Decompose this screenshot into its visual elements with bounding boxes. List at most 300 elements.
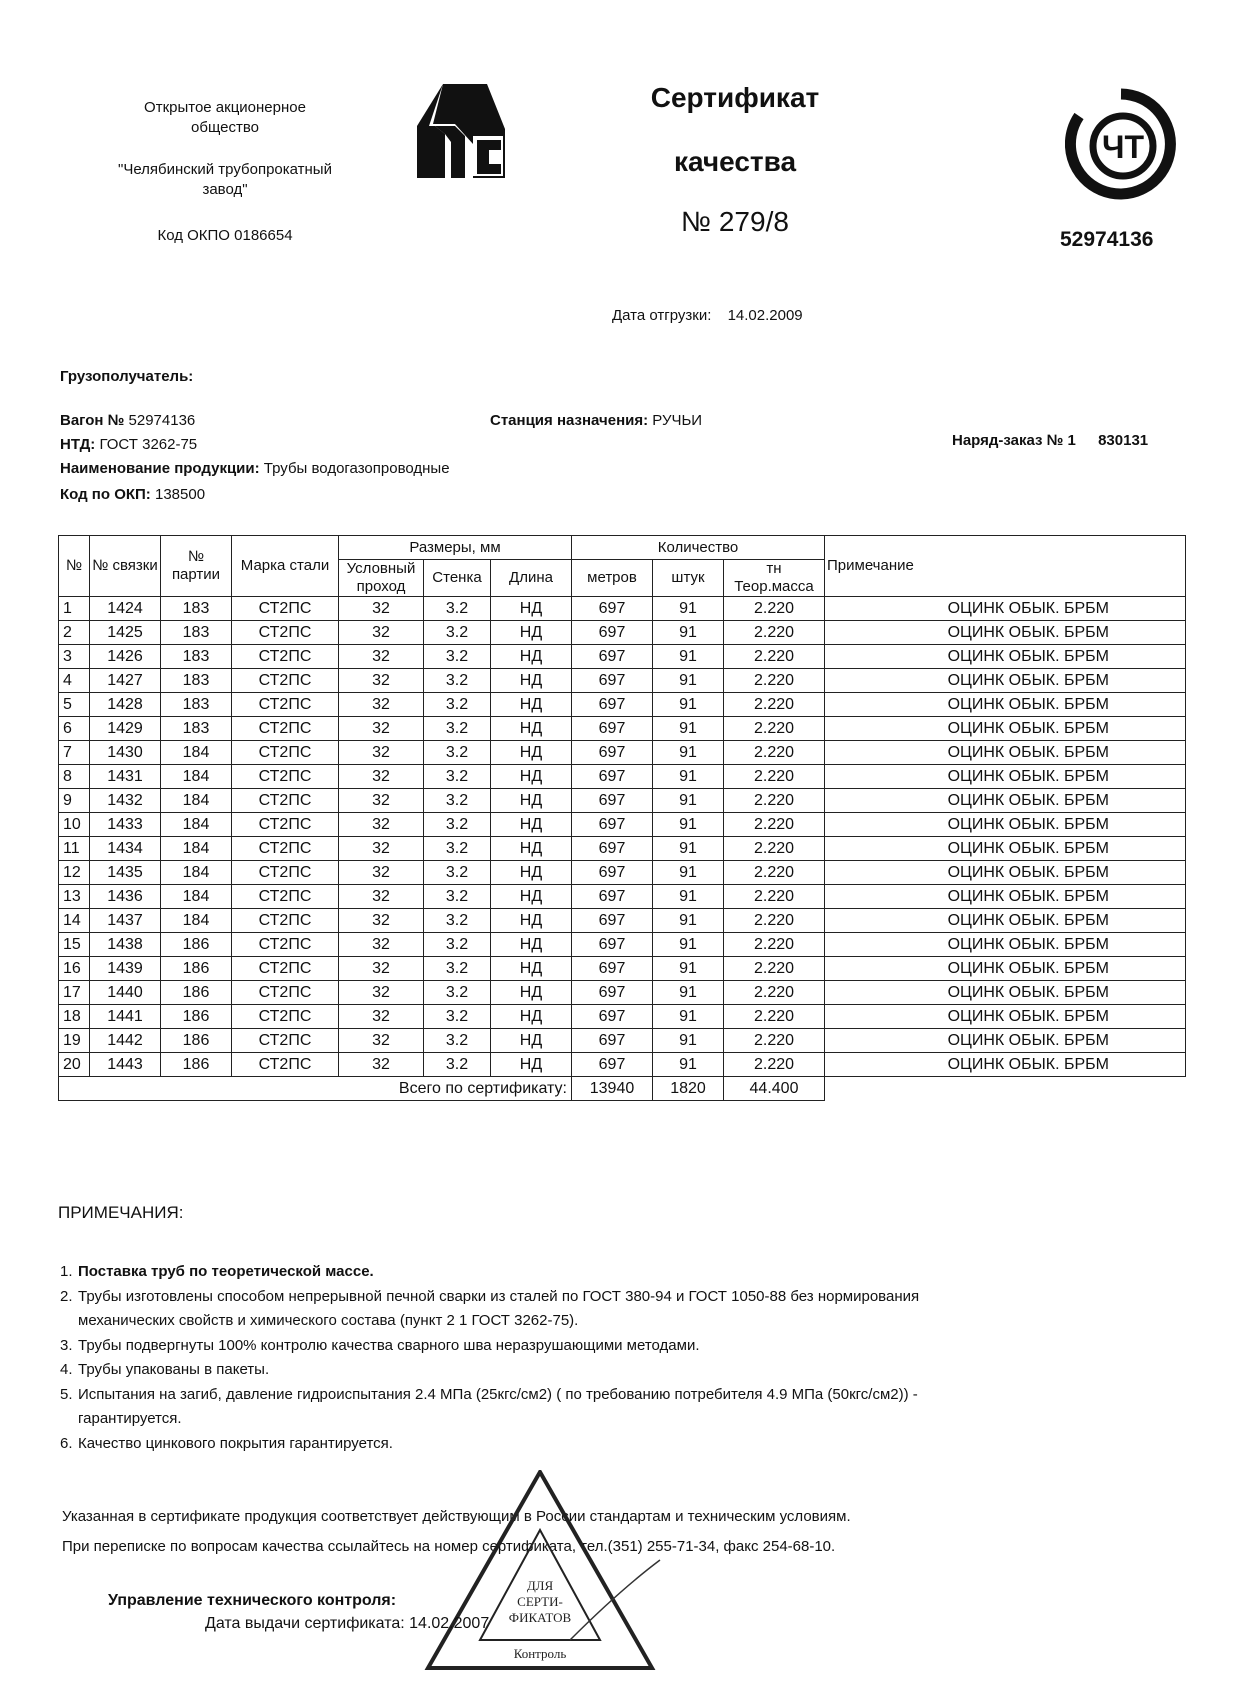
cell-steel: СТ2ПС bbox=[232, 1005, 339, 1029]
cell-n: 3 bbox=[59, 645, 90, 669]
cell-nominal: 32 bbox=[339, 837, 424, 861]
cell-note: ОЦИНК ОБЫК. БРБМ bbox=[825, 621, 1186, 645]
note-item bbox=[60, 1432, 1120, 1457]
cell-length: НД bbox=[491, 861, 572, 885]
cell-bundle: 1427 bbox=[90, 669, 161, 693]
table-row bbox=[59, 1005, 1186, 1029]
cell-mass: 2.220 bbox=[724, 909, 825, 933]
cell-wall: 3.2 bbox=[424, 885, 491, 909]
table-row bbox=[59, 813, 1186, 837]
cell-steel: СТ2ПС bbox=[232, 765, 339, 789]
col-group-sizes: Размеры, мм bbox=[339, 536, 572, 560]
totals-row bbox=[59, 1077, 1186, 1101]
cell-meters: 697 bbox=[572, 789, 653, 813]
cell-wall: 3.2 bbox=[424, 741, 491, 765]
cell-n: 2 bbox=[59, 621, 90, 645]
station-value: РУЧЬИ bbox=[652, 412, 703, 429]
cell-bundle: 1428 bbox=[90, 693, 161, 717]
cell-note: ОЦИНК ОБЫК. БРБМ bbox=[825, 909, 1186, 933]
product-label: Наименование продукции: bbox=[60, 460, 260, 477]
cell-steel: СТ2ПС bbox=[232, 813, 339, 837]
cell-pieces: 91 bbox=[653, 909, 724, 933]
company-name-line1: "Челябинский трубопрокатный bbox=[118, 161, 332, 178]
okp-value: 138500 bbox=[154, 486, 206, 503]
cell-bundle: 1435 bbox=[90, 861, 161, 885]
cell-note: ОЦИНК ОБЫК. БРБМ bbox=[825, 957, 1186, 981]
cell-steel: СТ2ПС bbox=[232, 981, 339, 1005]
table-row bbox=[59, 885, 1186, 909]
cell-n: 20 bbox=[59, 1053, 90, 1077]
pipes-table bbox=[58, 535, 1186, 1101]
cell-batch: 183 bbox=[161, 669, 232, 693]
cell-meters: 697 bbox=[572, 717, 653, 741]
cell-meters: 697 bbox=[572, 645, 653, 669]
table-row bbox=[59, 621, 1186, 645]
cell-n: 14 bbox=[59, 909, 90, 933]
cell-steel: СТ2ПС bbox=[232, 693, 339, 717]
cell-batch: 183 bbox=[161, 621, 232, 645]
cell-meters: 697 bbox=[572, 861, 653, 885]
cell-wall: 3.2 bbox=[424, 957, 491, 981]
cell-mass: 2.220 bbox=[724, 765, 825, 789]
cell-mass: 2.220 bbox=[724, 789, 825, 813]
cell-n: 12 bbox=[59, 861, 90, 885]
col-bundle: № связки bbox=[90, 536, 161, 597]
cell-nominal: 32 bbox=[339, 693, 424, 717]
col-meters: метров bbox=[572, 560, 653, 597]
svg-text:ДЛЯ: ДЛЯ bbox=[526, 1578, 554, 1593]
note-text: Трубы подвергнуты 100% контролю качества сварного шва неразрушающими методами. bbox=[78, 1336, 700, 1354]
cell-length: НД bbox=[491, 645, 572, 669]
cell-n: 5 bbox=[59, 693, 90, 717]
wagon-value: 52974136 bbox=[128, 412, 196, 429]
cell-steel: СТ2ПС bbox=[232, 645, 339, 669]
notes-heading: ПРИМЕЧАНИЯ: bbox=[58, 1203, 184, 1222]
consignee bbox=[60, 368, 193, 385]
okpo-code: Код ОКПО 0186654 bbox=[157, 227, 293, 244]
cell-bundle: 1424 bbox=[90, 597, 161, 621]
cell-wall: 3.2 bbox=[424, 693, 491, 717]
cell-batch: 183 bbox=[161, 693, 232, 717]
svg-text:СЕРТИ-: СЕРТИ- bbox=[517, 1594, 563, 1609]
cell-n: 11 bbox=[59, 837, 90, 861]
cell-length: НД bbox=[491, 981, 572, 1005]
cell-steel: СТ2ПС bbox=[232, 885, 339, 909]
cell-mass: 2.220 bbox=[724, 741, 825, 765]
cell-wall: 3.2 bbox=[424, 621, 491, 645]
cell-meters: 697 bbox=[572, 597, 653, 621]
cell-batch: 183 bbox=[161, 597, 232, 621]
cell-mass: 2.220 bbox=[724, 693, 825, 717]
cell-n: 15 bbox=[59, 933, 90, 957]
cell-pieces: 91 bbox=[653, 717, 724, 741]
cell-steel: СТ2ПС bbox=[232, 1029, 339, 1053]
cell-meters: 697 bbox=[572, 1005, 653, 1029]
table-row bbox=[59, 789, 1186, 813]
cell-steel: СТ2ПС bbox=[232, 933, 339, 957]
svg-text:Контроль: Контроль bbox=[513, 1646, 567, 1661]
cell-wall: 3.2 bbox=[424, 1029, 491, 1053]
cell-note: ОЦИНК ОБЫК. БРБМ bbox=[825, 645, 1186, 669]
cell-batch: 184 bbox=[161, 789, 232, 813]
title-line1: Сертификат bbox=[650, 82, 820, 113]
station-label: Станция назначения: bbox=[490, 412, 649, 429]
cell-nominal: 32 bbox=[339, 1029, 424, 1053]
company-name-line2: завод" bbox=[202, 181, 248, 198]
cell-steel: СТ2ПС bbox=[232, 957, 339, 981]
cell-pieces: 91 bbox=[653, 885, 724, 909]
table-row bbox=[59, 933, 1186, 957]
cell-steel: СТ2ПС bbox=[232, 717, 339, 741]
cell-bundle: 1442 bbox=[90, 1029, 161, 1053]
table-row bbox=[59, 837, 1186, 861]
totals-empty bbox=[825, 1077, 1186, 1101]
cell-meters: 697 bbox=[572, 981, 653, 1005]
table-row bbox=[59, 957, 1186, 981]
title-line2: качества bbox=[673, 146, 797, 177]
cell-n: 18 bbox=[59, 1005, 90, 1029]
note-number: 3. bbox=[60, 1336, 73, 1354]
cell-bundle: 1443 bbox=[90, 1053, 161, 1077]
cell-note: ОЦИНК ОБЫК. БРБМ bbox=[825, 1005, 1186, 1029]
cell-n: 7 bbox=[59, 741, 90, 765]
table-row bbox=[59, 741, 1186, 765]
cell-n: 1 bbox=[59, 597, 90, 621]
note-item bbox=[60, 1334, 1120, 1359]
cell-meters: 697 bbox=[572, 933, 653, 957]
cell-batch: 183 bbox=[161, 717, 232, 741]
cell-wall: 3.2 bbox=[424, 861, 491, 885]
okp-code bbox=[60, 486, 205, 503]
table-row bbox=[59, 597, 1186, 621]
cell-length: НД bbox=[491, 717, 572, 741]
note-number: 4. bbox=[60, 1361, 73, 1378]
cell-mass: 2.220 bbox=[724, 645, 825, 669]
cell-n: 9 bbox=[59, 789, 90, 813]
cell-pieces: 91 bbox=[653, 813, 724, 837]
cell-pieces: 91 bbox=[653, 789, 724, 813]
table-row bbox=[59, 981, 1186, 1005]
ntd-value: ГОСТ 3262-75 bbox=[99, 436, 198, 453]
cell-batch: 186 bbox=[161, 1005, 232, 1029]
cell-bundle: 1431 bbox=[90, 765, 161, 789]
order-value: 830131 bbox=[1098, 432, 1149, 449]
cell-meters: 697 bbox=[572, 693, 653, 717]
issue-date-label: Дата выдачи сертификата: bbox=[205, 1615, 405, 1632]
okp-label: Код по ОКП: bbox=[60, 486, 151, 503]
cell-length: НД bbox=[491, 909, 572, 933]
col-mass: тн Теор.масса bbox=[724, 560, 825, 597]
table-row bbox=[59, 765, 1186, 789]
cell-note: ОЦИНК ОБЫК. БРБМ bbox=[825, 933, 1186, 957]
cell-batch: 186 bbox=[161, 933, 232, 957]
certificate-number: № 279/8 bbox=[681, 206, 789, 237]
cell-mass: 2.220 bbox=[724, 837, 825, 861]
cell-nominal: 32 bbox=[339, 957, 424, 981]
cell-nominal: 32 bbox=[339, 861, 424, 885]
cell-bundle: 1436 bbox=[90, 885, 161, 909]
cell-batch: 186 bbox=[161, 957, 232, 981]
cell-n: 16 bbox=[59, 957, 90, 981]
cell-pieces: 91 bbox=[653, 669, 724, 693]
cell-wall: 3.2 bbox=[424, 717, 491, 741]
cell-mass: 2.220 bbox=[724, 717, 825, 741]
cell-note: ОЦИНК ОБЫК. БРБМ bbox=[825, 669, 1186, 693]
col-nominal: Условный проход bbox=[339, 560, 424, 597]
cell-note: ОЦИНК ОБЫК. БРБМ bbox=[825, 885, 1186, 909]
cell-steel: СТ2ПС bbox=[232, 789, 339, 813]
company-type-line1: Открытое акционерное bbox=[144, 99, 306, 116]
cell-mass: 2.220 bbox=[724, 957, 825, 981]
col-batch: № партии bbox=[161, 536, 232, 597]
product-name bbox=[60, 460, 450, 477]
cell-wall: 3.2 bbox=[424, 909, 491, 933]
cell-length: НД bbox=[491, 621, 572, 645]
note-continuation: гарантируется. bbox=[78, 1410, 182, 1427]
cell-wall: 3.2 bbox=[424, 645, 491, 669]
company-type-line2: общество bbox=[191, 119, 259, 136]
cell-nominal: 32 bbox=[339, 597, 424, 621]
cell-pieces: 91 bbox=[653, 1053, 724, 1077]
consignee-label: Грузополучатель: bbox=[60, 368, 194, 385]
cell-bundle: 1430 bbox=[90, 741, 161, 765]
cell-mass: 2.220 bbox=[724, 813, 825, 837]
cell-batch: 186 bbox=[161, 1029, 232, 1053]
cell-length: НД bbox=[491, 741, 572, 765]
cell-nominal: 32 bbox=[339, 645, 424, 669]
cell-length: НД bbox=[491, 957, 572, 981]
cell-note: ОЦИНК ОБЫК. БРБМ bbox=[825, 981, 1186, 1005]
cell-bundle: 1426 bbox=[90, 645, 161, 669]
cell-meters: 697 bbox=[572, 837, 653, 861]
cell-batch: 184 bbox=[161, 885, 232, 909]
cell-nominal: 32 bbox=[339, 981, 424, 1005]
cell-length: НД bbox=[491, 1029, 572, 1053]
cell-length: НД bbox=[491, 837, 572, 861]
svg-text:ЧТ: ЧТ bbox=[1101, 129, 1145, 165]
cell-note: ОЦИНК ОБЫК. БРБМ bbox=[825, 693, 1186, 717]
cell-length: НД bbox=[491, 693, 572, 717]
svg-text:ФИКАТОВ: ФИКАТОВ bbox=[508, 1610, 572, 1625]
cell-meters: 697 bbox=[572, 957, 653, 981]
ms-house-logo-icon bbox=[415, 84, 505, 180]
cell-steel: СТ2ПС bbox=[232, 909, 339, 933]
cell-n: 8 bbox=[59, 765, 90, 789]
cell-mass: 2.220 bbox=[724, 1005, 825, 1029]
table-row bbox=[59, 669, 1186, 693]
cell-bundle: 1429 bbox=[90, 717, 161, 741]
cell-pieces: 91 bbox=[653, 933, 724, 957]
cell-pieces: 91 bbox=[653, 981, 724, 1005]
ship-date bbox=[612, 307, 803, 324]
table-row bbox=[59, 645, 1186, 669]
cell-bundle: 1439 bbox=[90, 957, 161, 981]
cell-bundle: 1433 bbox=[90, 813, 161, 837]
triangle-stamp-icon bbox=[420, 1470, 680, 1680]
note-text: Трубы изготовлены способом непрерывной печной сварки из сталей по ГОСТ 380-94 и ГОСТ 1050-88 без нормирования bbox=[78, 1287, 920, 1305]
cell-mass: 2.220 bbox=[724, 621, 825, 645]
cell-meters: 697 bbox=[572, 621, 653, 645]
cell-pieces: 91 bbox=[653, 645, 724, 669]
cell-pieces: 91 bbox=[653, 1029, 724, 1053]
cell-nominal: 32 bbox=[339, 669, 424, 693]
cell-bundle: 1438 bbox=[90, 933, 161, 957]
ct-circle-logo-icon bbox=[1065, 88, 1177, 200]
wagon-label: Вагон № bbox=[60, 412, 125, 429]
station bbox=[490, 412, 702, 429]
table-row bbox=[59, 1053, 1186, 1077]
cell-pieces: 91 bbox=[653, 693, 724, 717]
cell-pieces: 91 bbox=[653, 597, 724, 621]
table-row bbox=[59, 1029, 1186, 1053]
ship-date-label: Дата отгрузки: bbox=[612, 307, 712, 324]
order-label: Наряд-заказ № 1 bbox=[952, 432, 1076, 449]
cell-steel: СТ2ПС bbox=[232, 1053, 339, 1077]
cell-nominal: 32 bbox=[339, 765, 424, 789]
notes-list bbox=[60, 1260, 1120, 1456]
cell-length: НД bbox=[491, 597, 572, 621]
cell-wall: 3.2 bbox=[424, 765, 491, 789]
cell-n: 10 bbox=[59, 813, 90, 837]
cell-nominal: 32 bbox=[339, 909, 424, 933]
cell-wall: 3.2 bbox=[424, 813, 491, 837]
cell-bundle: 1432 bbox=[90, 789, 161, 813]
totals-mass: 44.400 bbox=[724, 1077, 825, 1101]
cell-mass: 2.220 bbox=[724, 597, 825, 621]
cell-batch: 184 bbox=[161, 741, 232, 765]
cell-n: 4 bbox=[59, 669, 90, 693]
note-text: Поставка труб по теоретической массе. bbox=[78, 1263, 374, 1280]
cell-pieces: 91 bbox=[653, 957, 724, 981]
cell-bundle: 1441 bbox=[90, 1005, 161, 1029]
col-length: Длина bbox=[491, 560, 572, 597]
cell-note: ОЦИНК ОБЫК. БРБМ bbox=[825, 1053, 1186, 1077]
cell-note: ОЦИНК ОБЫК. БРБМ bbox=[825, 765, 1186, 789]
cell-batch: 184 bbox=[161, 765, 232, 789]
product-value: Трубы водогазопроводные bbox=[263, 460, 450, 477]
cell-mass: 2.220 bbox=[724, 861, 825, 885]
certificate-title bbox=[600, 82, 870, 238]
cell-pieces: 91 bbox=[653, 621, 724, 645]
cell-steel: СТ2ПС bbox=[232, 597, 339, 621]
cell-meters: 697 bbox=[572, 885, 653, 909]
cell-pieces: 91 bbox=[653, 837, 724, 861]
wagon bbox=[60, 412, 195, 429]
cell-meters: 697 bbox=[572, 741, 653, 765]
note-text: Испытания на загиб, давление гидроиспытания 2.4 МПа (25кгс/см2) ( по требованию потребителя 4.9 МПа (50кгс/см2)) - bbox=[78, 1385, 918, 1403]
cell-pieces: 91 bbox=[653, 741, 724, 765]
cell-nominal: 32 bbox=[339, 789, 424, 813]
cell-mass: 2.220 bbox=[724, 1029, 825, 1053]
cell-bundle: 1437 bbox=[90, 909, 161, 933]
cell-nominal: 32 bbox=[339, 741, 424, 765]
cell-steel: СТ2ПС bbox=[232, 621, 339, 645]
department-label: Управление технического контроля: bbox=[108, 1592, 397, 1609]
cell-meters: 697 bbox=[572, 1029, 653, 1053]
cell-wall: 3.2 bbox=[424, 981, 491, 1005]
table-row bbox=[59, 861, 1186, 885]
cell-wall: 3.2 bbox=[424, 1005, 491, 1029]
cell-meters: 697 bbox=[572, 813, 653, 837]
cell-batch: 183 bbox=[161, 645, 232, 669]
cell-n: 6 bbox=[59, 717, 90, 741]
cell-mass: 2.220 bbox=[724, 933, 825, 957]
cell-note: ОЦИНК ОБЫК. БРБМ bbox=[825, 789, 1186, 813]
cell-batch: 186 bbox=[161, 1053, 232, 1077]
cell-meters: 697 bbox=[572, 909, 653, 933]
col-wall: Стенка bbox=[424, 560, 491, 597]
cell-meters: 697 bbox=[572, 669, 653, 693]
cell-mass: 2.220 bbox=[724, 669, 825, 693]
cell-note: ОЦИНК ОБЫК. БРБМ bbox=[825, 1029, 1186, 1053]
cell-wall: 3.2 bbox=[424, 933, 491, 957]
cell-meters: 697 bbox=[572, 1053, 653, 1077]
cell-bundle: 1434 bbox=[90, 837, 161, 861]
cell-meters: 697 bbox=[572, 765, 653, 789]
cell-batch: 184 bbox=[161, 813, 232, 837]
cell-wall: 3.2 bbox=[424, 597, 491, 621]
cell-pieces: 91 bbox=[653, 1005, 724, 1029]
cell-pieces: 91 bbox=[653, 765, 724, 789]
cell-wall: 3.2 bbox=[424, 837, 491, 861]
table-row bbox=[59, 717, 1186, 741]
col-index: № bbox=[59, 536, 90, 597]
note-number: 6. bbox=[60, 1434, 73, 1452]
cell-length: НД bbox=[491, 765, 572, 789]
cell-batch: 184 bbox=[161, 861, 232, 885]
cell-length: НД bbox=[491, 789, 572, 813]
table-body bbox=[59, 597, 1186, 1077]
cell-pieces: 91 bbox=[653, 861, 724, 885]
cell-batch: 184 bbox=[161, 909, 232, 933]
cell-n: 13 bbox=[59, 885, 90, 909]
cell-length: НД bbox=[491, 669, 572, 693]
note-item bbox=[60, 1358, 1120, 1383]
cell-n: 19 bbox=[59, 1029, 90, 1053]
cell-nominal: 32 bbox=[339, 813, 424, 837]
cell-mass: 2.220 bbox=[724, 885, 825, 909]
cell-note: ОЦИНК ОБЫК. БРБМ bbox=[825, 837, 1186, 861]
cell-wall: 3.2 bbox=[424, 669, 491, 693]
cell-wall: 3.2 bbox=[424, 1053, 491, 1077]
cell-note: ОЦИНК ОБЫК. БРБМ bbox=[825, 741, 1186, 765]
cell-mass: 2.220 bbox=[724, 981, 825, 1005]
ship-date-value: 14.02.2009 bbox=[727, 307, 803, 324]
company-block bbox=[60, 98, 390, 246]
cell-mass: 2.220 bbox=[724, 1053, 825, 1077]
note-continuation: механических свойств и химического состава (пункт 2 1 ГОСТ 3262-75). bbox=[78, 1312, 579, 1329]
cell-nominal: 32 bbox=[339, 621, 424, 645]
note-number: 2. bbox=[60, 1287, 73, 1305]
issue-date-value: 14.02.2007 bbox=[409, 1615, 490, 1632]
cell-length: НД bbox=[491, 885, 572, 909]
compliance-statement: Указанная в сертификате продукция соответствует действующим в России стандартам и техническим условиям. bbox=[62, 1508, 851, 1525]
table-row bbox=[59, 693, 1186, 717]
note-text: Трубы упакованы в пакеты. bbox=[78, 1361, 270, 1378]
note-number: 5. bbox=[60, 1385, 73, 1403]
totals-label: Всего по сертификату: bbox=[59, 1077, 572, 1101]
cell-note: ОЦИНК ОБЫК. БРБМ bbox=[825, 597, 1186, 621]
cell-bundle: 1425 bbox=[90, 621, 161, 645]
cell-batch: 184 bbox=[161, 837, 232, 861]
cell-note: ОЦИНК ОБЫК. БРБМ bbox=[825, 813, 1186, 837]
cell-n: 17 bbox=[59, 981, 90, 1005]
note-item bbox=[60, 1260, 1120, 1285]
cell-nominal: 32 bbox=[339, 717, 424, 741]
cell-length: НД bbox=[491, 933, 572, 957]
table-row bbox=[59, 909, 1186, 933]
note-item bbox=[60, 1383, 1120, 1408]
